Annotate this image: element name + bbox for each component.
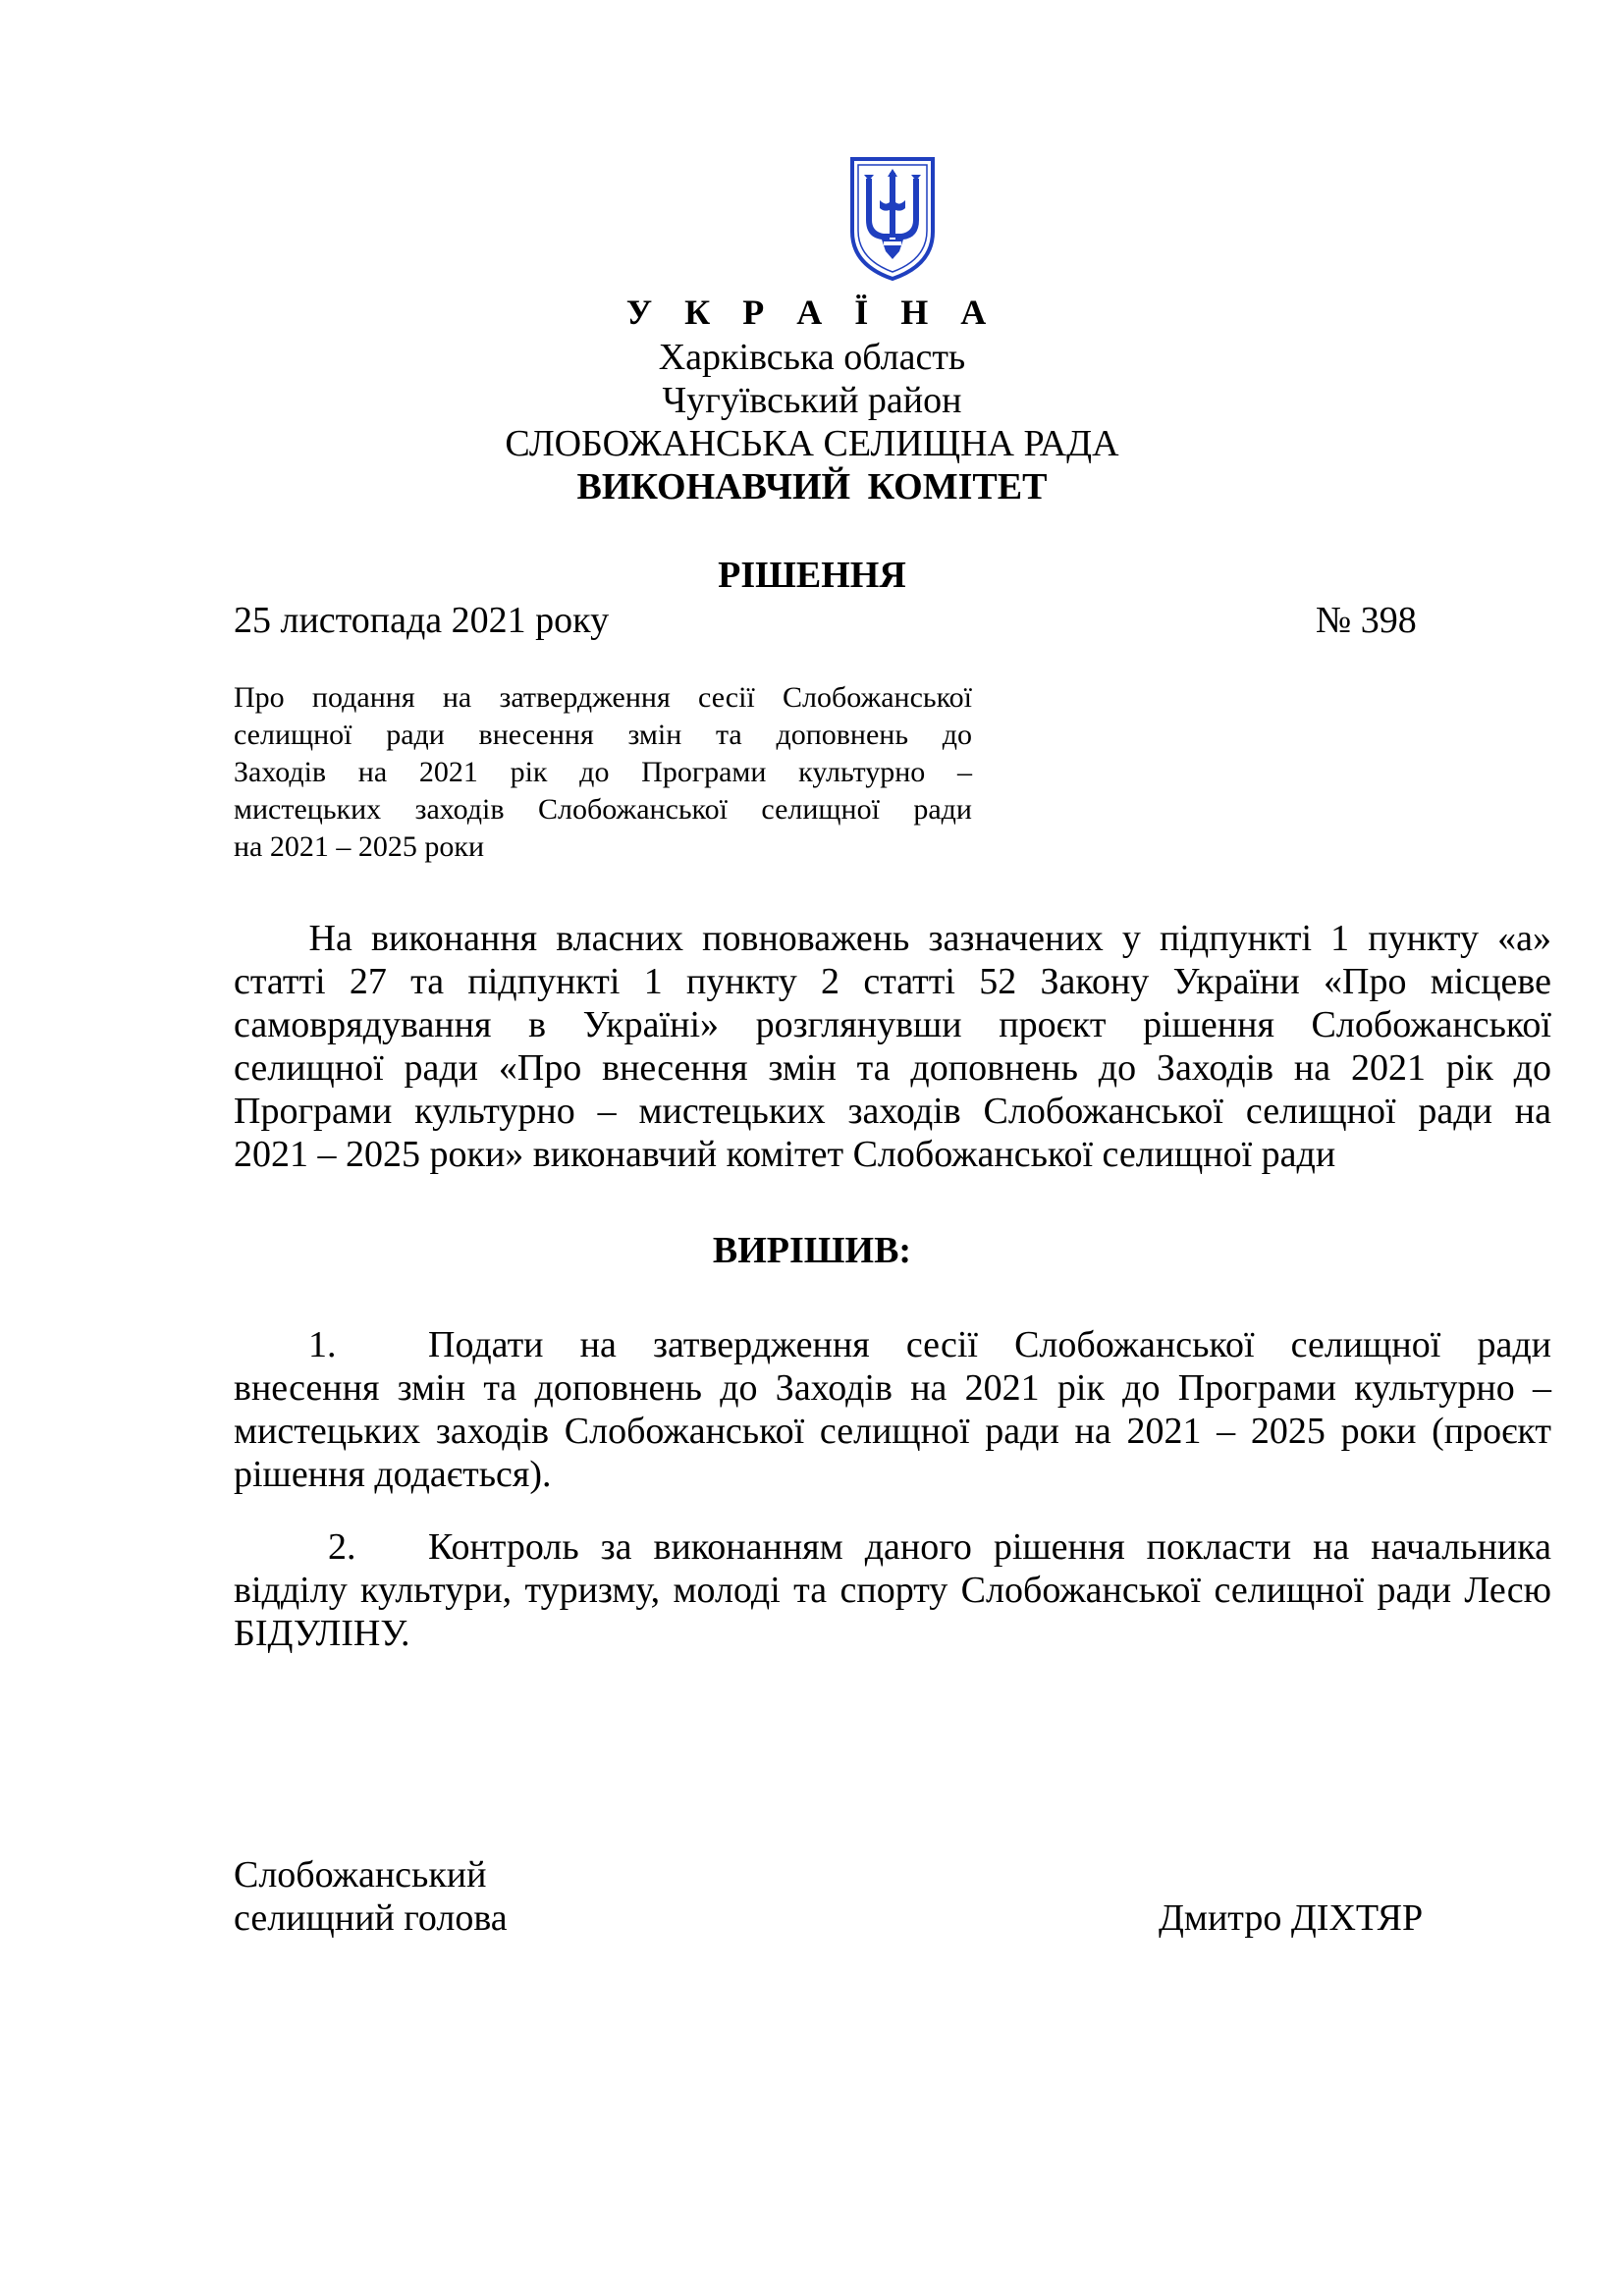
decision-subject (234, 679, 972, 866)
raion-name: Чугуївський район (662, 380, 962, 421)
item-text: Подати на затвердження сесії Слобожанської селищної ради (428, 1324, 1551, 1365)
item-line: відділу культури, туризму, молоді та спорту Слобожанської селищної ради Лесю (234, 1570, 1551, 1611)
resolved-heading: ВИРІШИВ: (712, 1230, 912, 1271)
item-first-line (234, 1323, 1551, 1366)
preamble-paragraph (234, 917, 1551, 1176)
preamble-line: 2021 – 2025 роки» виконавчий комітет Слобожанської селищної ради (234, 1134, 1336, 1175)
subject-line: Заходів на 2021 рік до Програми культурно – (234, 756, 972, 788)
decision-number: № 398 (1316, 600, 1417, 641)
item-line: внесення змін та доповнень до Заходів на 2021 рік до Програми культурно – (234, 1367, 1551, 1409)
item-first-line (234, 1525, 1551, 1569)
preamble-line: Програми культурно – мистецьких заходів Слобожанської селищної ради на (234, 1091, 1551, 1132)
preamble-line: статті 27 та підпункті 1 пункту 2 статті 52 Закону України «Про місцеве (234, 961, 1551, 1002)
country-name: У К Р А Ї Н А (625, 293, 999, 332)
decision-item-2 (234, 1525, 1551, 1655)
signatory-position (234, 1853, 508, 1940)
signatory-position-line: Слобожанський (234, 1854, 487, 1896)
signatory-position-line: селищний голова (234, 1897, 508, 1939)
preamble-line: На виконання власних повноважень зазначених у підпункті 1 пункту «а» (234, 918, 1551, 959)
oblast-name: Харківська область (658, 337, 966, 378)
signatory-name: Дмитро ДІХТЯР (1159, 1897, 1424, 1939)
subject-line: Про подання на затвердження сесії Слобожанської (234, 681, 972, 714)
preamble-line: селищної ради «Про внесення змін та доповнень до Заходів на 2021 рік до (234, 1047, 1551, 1089)
decision-date: 25 листопада 2021 року (234, 600, 610, 641)
decision-title: РІШЕННЯ (718, 555, 906, 596)
item-number: 1. (308, 1324, 337, 1365)
item-line: мистецьких заходів Слобожанської селищної ради на 2021 – 2025 роки (проєкт (234, 1411, 1551, 1452)
subject-line: селищної ради внесення змін та доповнень до (234, 719, 972, 751)
subject-line: мистецьких заходів Слобожанської селищної ради (234, 793, 972, 826)
council-name: СЛОБОЖАНСЬКА СЕЛИЩНА РАДА (505, 423, 1119, 464)
committee-name: ВИКОНАВЧИЙ КОМІТЕТ (576, 466, 1048, 507)
subject-line: на 2021 – 2025 роки (234, 830, 484, 863)
preamble-line: самоврядування в Україні» розглянувши проєкт рішення Слобожанської (234, 1004, 1551, 1045)
trident-coat-of-arms-icon (846, 155, 939, 283)
item-line: рішення додається). (234, 1454, 552, 1495)
item-number: 2. (328, 1526, 356, 1568)
decision-item-1 (234, 1323, 1551, 1496)
item-text: Контроль за виконанням даного рішення покласти на начальника (428, 1526, 1551, 1568)
item-line: БІДУЛІНУ. (234, 1613, 410, 1654)
